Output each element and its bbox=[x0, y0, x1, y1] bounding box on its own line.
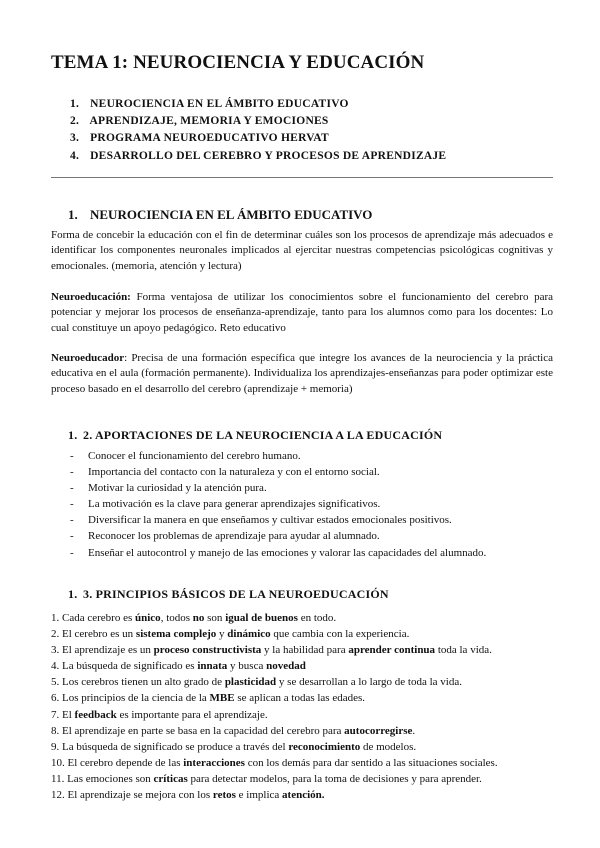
document-title: TEMA 1: NEUROCIENCIA Y EDUCACIÓN bbox=[51, 52, 425, 73]
neuroeducador-term: Neuroeducador bbox=[51, 352, 125, 364]
toc-item: 4. DESARROLLO DEL CEREBRO Y PROCESOS DE APRENDIZAJE bbox=[70, 149, 447, 162]
intro-paragraph: Forma de concebir la educación con el fin de determinar cuáles son los procesos de aprendizaje más adecuados e identificar los componentes neuronales implicados al ejercitar nuestras competencias psicológicas cognitivas y emocionales. (memoria, atención y lectura) bbox=[51, 229, 553, 272]
principle-item: 2. El cerebro es un sistema complejo y dinámico que cambia con la experiencia. bbox=[51, 628, 410, 641]
table-of-contents bbox=[70, 96, 446, 165]
section-1-heading: 1. NEUROCIENCIA EN EL ÁMBITO EDUCATIVO bbox=[68, 207, 373, 222]
section-1-2-heading: 1. 2. APORTACIONES DE LA NEUROCIENCIA A LA EDUCACIÓN bbox=[68, 428, 443, 442]
principle-item: 11. Las emociones son críticas para detectar modelos, para la toma de decisiones y para aprender. bbox=[51, 772, 482, 785]
list-item: - Conocer el funcionamiento del cerebro humano. bbox=[70, 450, 301, 462]
divider bbox=[51, 177, 553, 178]
neuroeducacion-term: Neuroeducación: bbox=[51, 291, 131, 303]
list-item: - Diversificar la manera en que enseñamos y cultivar estados emocionales positivos. bbox=[70, 514, 452, 527]
contributions-list bbox=[70, 448, 486, 561]
toc-item: 2. APRENDIZAJE, MEMORIA Y EMOCIONES bbox=[70, 115, 329, 128]
principle-item: 1. Cada cerebro es único, todos no son igual de buenos en todo. bbox=[51, 612, 337, 624]
section-1-3-heading: 1. 3. PRINCIPIOS BÁSICOS DE LA NEUROEDUCACIÓN bbox=[68, 587, 389, 601]
principle-item: 4. La búsqueda de significado es innata y busca novedad bbox=[51, 660, 306, 673]
principles-list bbox=[51, 610, 498, 803]
principle-item: 5. Los cerebros tienen un alto grado de plasticidad y se desarrollan a lo largo de toda la vida. bbox=[51, 676, 462, 689]
toc-item: 1. NEUROCIENCIA EN EL ÁMBITO EDUCATIVO bbox=[70, 98, 349, 110]
principle-item: 9. La búsqueda de significado se produce a través del reconocimiento de modelos. bbox=[51, 740, 417, 753]
toc-item: 3. PROGRAMA NEUROEDUCATIVO HERVAT bbox=[70, 132, 329, 145]
principle-item: 3. El aprendizaje es un proceso constructivista y la habilidad para aprender continua toda la vida. bbox=[51, 644, 492, 657]
neuroeducador-paragraph: Neuroeducador: Precisa de una formación específica que integre los avances de la neurociencia y la práctica educativa en el aula (formación permanente). Individualiza los aprendizajes-enseñanzas para poder optimizar este proceso basado en el desarrollo del cerebro (aprendizaje + memoria) bbox=[51, 352, 553, 395]
principle-item: 10. El cerebro depende de las interacciones con los demás para dar sentido a las situaciones sociales. bbox=[51, 756, 498, 769]
principle-item: 12. El aprendizaje se mejora con los retos e implica atención. bbox=[51, 789, 325, 802]
principle-item: 7. El feedback es importante para el aprendizaje. bbox=[51, 708, 268, 721]
list-item: - Importancia del contacto con la naturaleza y con el entorno social. bbox=[70, 466, 380, 479]
list-item: - Reconocer los problemas de aprendizaje para ayudar al alumnado. bbox=[70, 530, 380, 543]
list-item: - Enseñar el autocontrol y manejo de las emociones y valorar las capacidades del alumnado. bbox=[70, 546, 487, 559]
principle-item: 6. Los principios de la ciencia de la MBE se aplican a todas las edades. bbox=[51, 692, 366, 705]
neuroeducacion-paragraph: Neuroeducación: Forma ventajosa de utilizar los conocimientos sobre el funcionamiento del cerebro para potenciar y mejorar los procesos de enseñanza-aprendizaje, tanto para los alumnos como para los docentes: Lo cual constituye un apoyo pedagógico. Reto educativo bbox=[51, 291, 553, 334]
list-item: - La motivación es la clave para generar aprendizajes significativos. bbox=[70, 498, 381, 511]
list-item: - Motivar la curiosidad y la atención pura. bbox=[70, 482, 267, 495]
principle-item: 8. El aprendizaje en parte se basa en la capacidad del cerebro para autocorregirse. bbox=[51, 724, 416, 737]
